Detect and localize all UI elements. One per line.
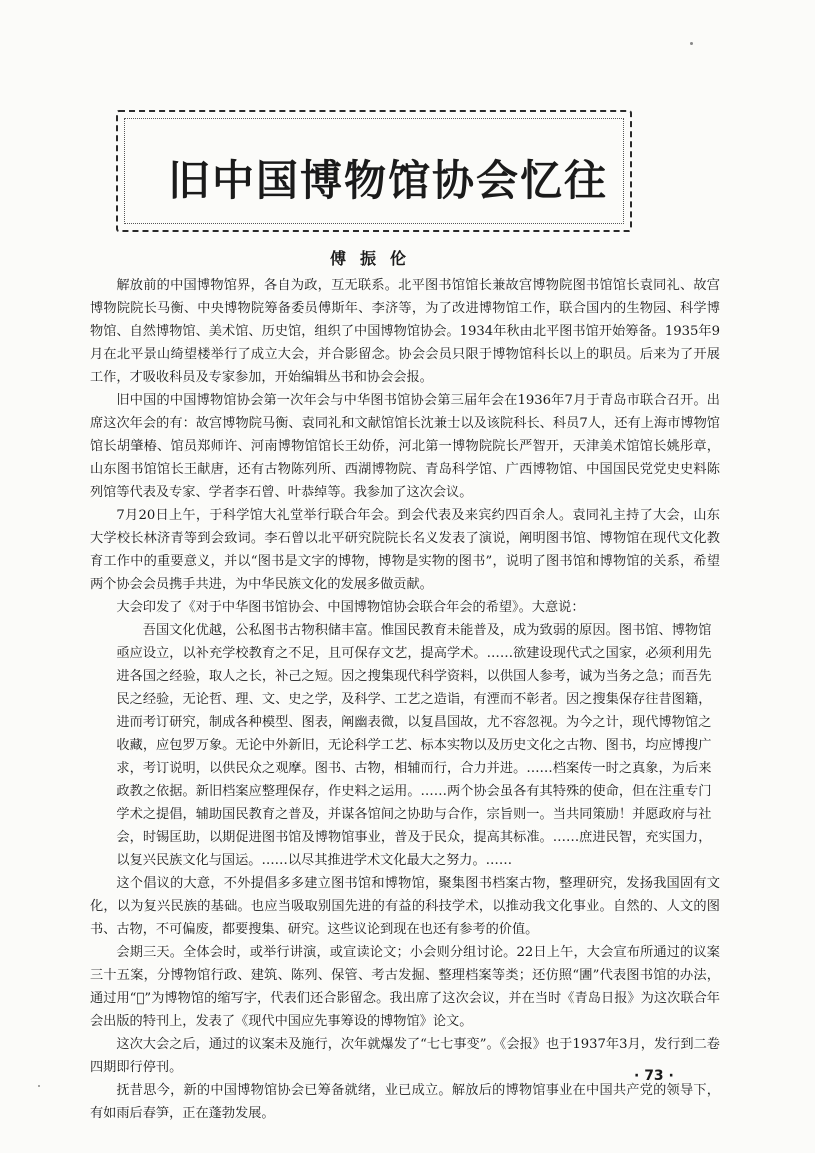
paragraph: 解放前的中国博物馆界，各自为政，互无联系。北平图书馆馆长兼故宫博物院图书馆馆长袁同礼、故宫博物院院长马衡、中央博物院筹备委员傅斯年、李济等，为了改进博物馆工作，联合国内的生物园、科学博物馆、自然博物馆、美术馆、历史馆，组织了中国博物馆协会。1934年秋由北平图书馆开始筹备。1935年9月在北平景山绮望楼举行了成立大会，并合影留念。协会会员只限于博物馆科长以上的职员。后来为了开展工作，才吸收科员及专家参加，开始编辑丛书和协会会报。 — [90, 278, 720, 385]
paragraph: 这次大会之后，通过的议案未及施行，次年就爆发了“七七事变”。《会报》也于1937年3月，发行到二卷四期即行停刊。 — [90, 1037, 720, 1075]
author-name: 傅振伦 — [329, 249, 420, 268]
scan-speck — [690, 42, 693, 45]
block-quote: 吾国文化优越，公私图书古物积储丰富。惟国民教育未能普及，成为致弱的原因。图书馆、博物馆亟应设立，以补充学校教育之不足，且可保存文艺，提高学术。……欲建设现代式之国家，必须利用先进各国之经验，取人之长，补己之短。因之搜集现代科学资料，以供国人参考，诚为当务之急；而吾先民之经验，无论哲、理、文、史之学，及科学、工艺之造诣，有湮而不彰者。因之搜集保存往昔图籍，进而考订研究，制成各种模型、图表，阐幽表微，以复昌国故，尤不容忽视。为今之计，现代博物馆之收藏，应包罗万象。无论中外新旧，无论科学工艺、标本实物以及历史文化之古物、图书，均应博搜广求，考订说明，以供民众之观摩。图书、古物，相辅而行，合力并进。……档案传一时之真象，为后来政教之依据。新旧档案应整理保存，作史料之运用。……两个协会虽各有其特殊的使命，但在注重专门学术之提倡，辅助国民教育之普及，并谋各馆间之协助与合作，宗旨则一。当共同策励！并愿政府与社会，时锡匡助，以期促进图书馆及博物馆事业，普及于民众，提高其标准。……庶进民智，充实国力，以复兴民族文化与国运。……以尽其推进学术文化最大之努力。…… — [116, 623, 712, 868]
scan-speck — [38, 1085, 40, 1087]
paragraph: 抚昔思今，新的中国博物馆协会已筹备就绪，业已成立。解放后的博物馆事业在中国共产党的领导下，有如雨后春笋，正在蓬勃发展。 — [90, 1083, 720, 1121]
paragraph: 7月20日上午，于科学馆大礼堂举行联合年会。到会代表及来宾约四百余人。袁同礼主持了大会，山东大学校长林济青等到会致词。李石曾以北平研究院院长名义发表了演说，阐明图书馆、博物馆在现代文化教育工作中的重要意义，并以“图书是文字的博物，博物是实物的图书”，说明了图书馆和博物馆的关系，希望两个协会会员携手共进，为中华民族文化的发展多做贡献。 — [90, 508, 720, 592]
article-body — [90, 274, 720, 1125]
paragraph: 旧中国的中国博物馆协会第一次年会与中华图书馆协会第三届年会在1936年7月于青岛市联合召开。出席这次年会的有：故宫博物院马衡、袁同礼和文献馆馆长沈兼士以及该院科长、科员7人，还有上海市博物馆馆长胡肇椿、馆员郑师许、河南博物馆馆长王幼侨，河北第一博物院院长严智开，天津美术馆馆长姚彤章，山东图书馆馆长王献唐，还有古物陈列所、西湖博物院、青岛科学馆、广西博物馆、中国国民党党史史料陈列馆等代表及专家、学者李石曾、叶恭绰等。我参加了这次会议。 — [90, 393, 720, 500]
paragraph: 会期三天。全体会时，或举行讲演，或宣读论文；小会则分组讨论。22日上午，大会宣布所通过的议案三十五案，分博物馆行政、建筑、陈列、保管、考古发掘、整理档案等类；还仿照“圕”代表图书馆的办法，通过用“𫓨”为博物馆的缩写字，代表们还合影留念。我出席了这次会议，并在当时《青岛日报》为这次联合年会出版的特刊上，发表了《现代中国应先事筹设的博物馆》论文。 — [90, 945, 720, 1029]
article-title: 旧中国博物馆协会忆往 — [168, 156, 609, 205]
paragraph: 这个倡议的大意，不外提倡多多建立图书馆和博物馆，聚集图书档案古物，整理研究，发扬我国固有文化，以为复兴民族的基础。也应当吸取别国先进的有益的科技学术，以推动我文化事业。自然的、人文的图书、古物，不可偏废，都要搜集、研究。这些议论到现在也还有参考的价值。 — [90, 876, 720, 937]
paragraph: 大会印发了《对于中华图书馆协会、中国博物馆协会联合年会的希望》。大意说： — [116, 600, 585, 615]
page-number: · 73 · — [634, 1068, 674, 1084]
